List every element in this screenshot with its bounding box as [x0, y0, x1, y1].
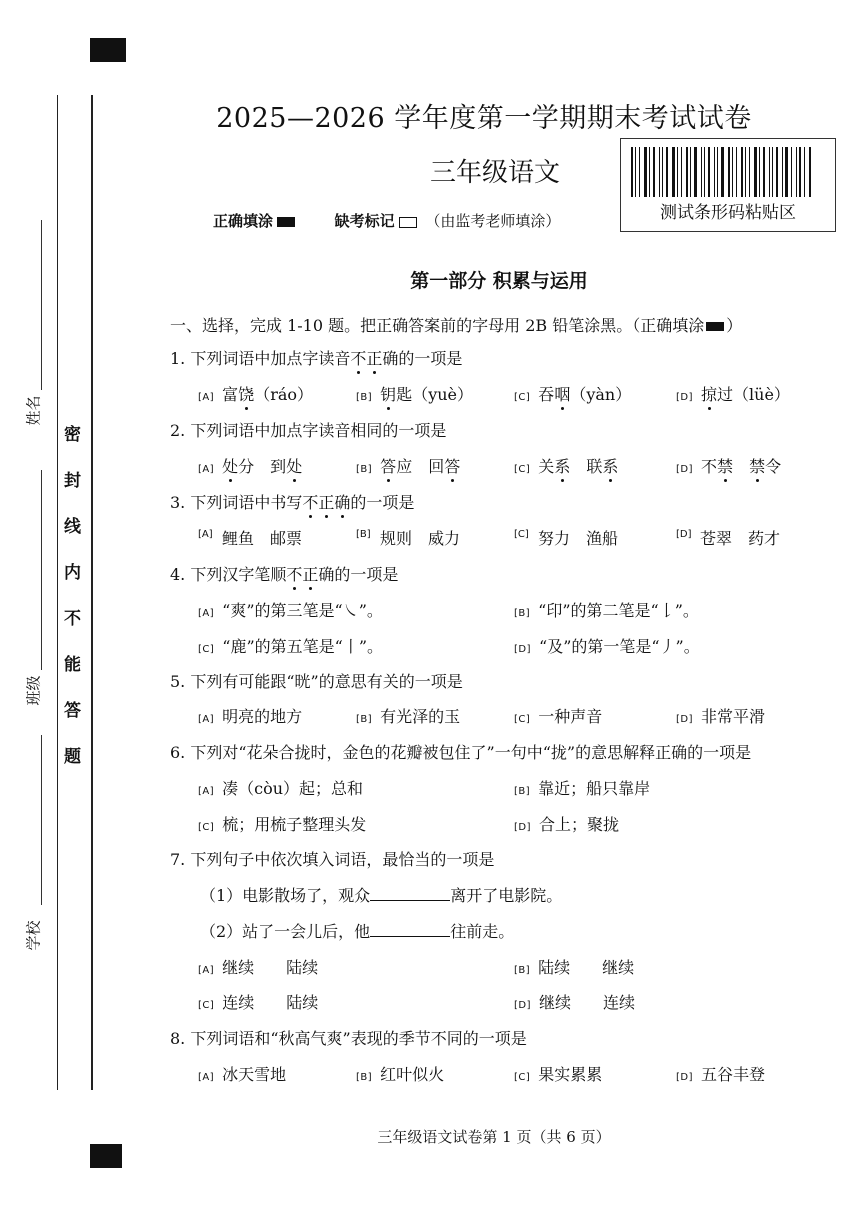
- question-7-sentence-2: （2）站了一会儿后，他 往前走。: [200, 922, 515, 941]
- option-a[interactable]: [A] 冰天雪地: [198, 1065, 287, 1084]
- barcode-stripe: [728, 147, 730, 197]
- fill-instructions: [213, 210, 560, 231]
- option-c[interactable]: [C] 梳；用梳子整理头发: [198, 815, 367, 834]
- barcode-stripe: [639, 147, 640, 197]
- barcode-stripe: [677, 147, 678, 197]
- option-a[interactable]: 鲤鱼 邮票: [222, 529, 303, 548]
- barcode-stripe: [708, 147, 710, 197]
- option-c[interactable]: 努力 渔船: [538, 529, 619, 548]
- name-underline: [41, 220, 42, 390]
- barcode-stripe: [799, 147, 801, 197]
- seal-char: 密: [64, 425, 81, 445]
- barcode-stripe: [776, 147, 778, 197]
- answer-blank[interactable]: [370, 922, 450, 937]
- section-instruction: 一、选择，完成 1-10 题。把正确答案前的字母用 2B 铅笔涂黑。（正确填涂 ）: [170, 316, 743, 335]
- option-d[interactable]: [D] 合上；聚拢: [514, 815, 620, 834]
- option-c[interactable]: [C] “鹿”的第五笔是“丨”。: [198, 637, 384, 656]
- option-c-letter: [C]: [514, 529, 529, 540]
- question-8-stem: 8. 下列词语和“秋高气爽”表现的季节不同的一项是: [170, 1029, 527, 1048]
- option-a-letter: [A]: [198, 529, 213, 540]
- barcode-stripe: [769, 147, 770, 197]
- exam-title: 2025—2026 学年度第一学期期末考试试卷: [216, 103, 752, 134]
- section-title: 第一部分 积累与运用: [410, 270, 588, 292]
- barcode-stripe: [809, 147, 811, 197]
- name-label: 姓名: [24, 395, 43, 426]
- barcode-stripe: [714, 147, 715, 197]
- barcode-stripe: [796, 147, 797, 197]
- seal-char: 答: [64, 701, 81, 721]
- barcode-stripe: [754, 147, 757, 197]
- option-d[interactable]: [D] “及”的第一笔是“丿”。: [514, 637, 700, 656]
- barcode-stripe: [721, 147, 724, 197]
- subject-title: 三年级语文: [430, 158, 561, 188]
- option-b[interactable]: [B] 答应 回答: [356, 457, 461, 476]
- barcode-stripe: [736, 147, 737, 197]
- barcode-stripe: [759, 147, 760, 197]
- option-a[interactable]: [A] “爽”的第三笔是“㇏”。: [198, 601, 383, 620]
- barcode-stripe: [717, 147, 718, 197]
- question-7-stem: 7. 下列句子中依次填入词语，最恰当的一项是: [170, 850, 495, 869]
- filled-box-icon: [706, 322, 724, 331]
- question-3-stem: 3. 下列词语中书写不正确的一项是: [170, 493, 415, 512]
- barcode-stripe: [681, 147, 682, 197]
- option-b[interactable]: [B] 钥匙（yuè）: [356, 385, 474, 404]
- absent-note: （由监考老师填涂）: [425, 212, 561, 230]
- barcode-stripe: [649, 147, 650, 197]
- answer-blank[interactable]: [370, 886, 450, 901]
- barcode-stripe: [690, 147, 691, 197]
- option-d[interactable]: [D] 非常平滑: [676, 707, 766, 726]
- filled-box-icon: [277, 217, 295, 227]
- seal-char: 封: [64, 471, 81, 491]
- option-b[interactable]: [B] 陆续 继续: [514, 958, 635, 977]
- barcode-icon: [631, 147, 823, 197]
- option-b[interactable]: [B] 有光泽的玉: [356, 707, 461, 726]
- barcode-stripe: [662, 147, 663, 197]
- registration-mark-top: [90, 38, 126, 62]
- option-c[interactable]: [C] 一种声音: [514, 707, 603, 726]
- page-footer: 三年级语文试卷第 1 页（共 6 页）: [377, 1128, 611, 1146]
- barcode-label: 测试条形码粘贴区: [660, 203, 796, 223]
- seal-char: 题: [64, 747, 81, 767]
- absent-box-checkbox[interactable]: [399, 217, 417, 228]
- barcode-stripe: [694, 147, 697, 197]
- barcode-stripe: [631, 147, 633, 197]
- option-b[interactable]: [B] “印”的第二笔是“𠄌”。: [514, 601, 699, 620]
- barcode-stripe: [635, 147, 636, 197]
- seal-char: 不: [64, 609, 81, 629]
- barcode-stripe: [653, 147, 655, 197]
- question-6-stem: 6. 下列对“花朵合拢时，金色的花瓣被包住了”一句中“拢”的意思解释正确的一项是: [170, 743, 752, 762]
- option-a[interactable]: [A] 明亮的地方: [198, 707, 303, 726]
- barcode-stripe: [741, 147, 743, 197]
- seal-char: 能: [64, 655, 81, 675]
- barcode-stripe: [672, 147, 675, 197]
- question-2-stem: 2. 下列词语中加点字读音相同的一项是: [170, 421, 447, 440]
- school-label: 学校: [24, 920, 43, 951]
- class-label: 班级: [24, 675, 43, 706]
- seal-char: 内: [64, 563, 81, 583]
- barcode-stripe: [704, 147, 705, 197]
- barcode-stripe: [644, 147, 647, 197]
- barcode-stripe: [749, 147, 750, 197]
- option-c[interactable]: [C] 果实累累: [514, 1065, 603, 1084]
- option-d[interactable]: 苍翠 药才: [700, 529, 781, 548]
- barcode-stripe: [686, 147, 688, 197]
- barcode-stripe: [763, 147, 765, 197]
- school-underline: [41, 735, 42, 905]
- option-b[interactable]: [B] 红叶似火: [356, 1065, 445, 1084]
- correct-fill-label: 正确填涂: [213, 212, 274, 230]
- option-d-letter: [D]: [676, 529, 692, 540]
- option-b[interactable]: [B] 靠近；船只靠岸: [514, 779, 651, 798]
- option-d[interactable]: [D] 掠过（lüè）: [676, 385, 790, 404]
- barcode-stripe: [785, 147, 788, 197]
- barcode-stripe: [701, 147, 702, 197]
- question-1-stem: 1. 下列词语中加点字读音不正确的一项是: [170, 349, 463, 368]
- barcode-stripe: [804, 147, 805, 197]
- option-c[interactable]: [C] 连续 陆续: [198, 993, 319, 1012]
- option-a[interactable]: [A] 继续 陆续: [198, 958, 319, 977]
- registration-mark-bottom: [90, 1144, 122, 1168]
- question-4-stem: 4. 下列汉字笔顺不正确的一项是: [170, 565, 399, 584]
- option-a[interactable]: [A] 处分 到处: [198, 457, 303, 476]
- absent-mark-label: 缺考标记: [334, 212, 395, 230]
- barcode-stripe: [745, 147, 746, 197]
- option-c[interactable]: [C] 吞咽（yàn）: [514, 385, 632, 404]
- question-7-sentence-1: （1）电影散场了，观众 离开了电影院。: [200, 886, 563, 905]
- class-underline: [41, 470, 42, 670]
- option-d[interactable]: [D] 继续 连续: [514, 993, 636, 1012]
- barcode-stripe: [791, 147, 792, 197]
- option-a[interactable]: [A] 富饶（ráo）: [198, 385, 314, 404]
- seal-char: 线: [64, 517, 81, 537]
- binding-line-inner: [91, 95, 93, 1090]
- option-d[interactable]: [D] 五谷丰登: [676, 1065, 766, 1084]
- question-5-stem: 5. 下列有可能跟“晄”的意思有关的一项是: [170, 672, 463, 691]
- barcode-area: [620, 138, 836, 232]
- option-d[interactable]: [D] 不禁 禁令: [676, 457, 782, 476]
- option-b-letter: [B]: [356, 529, 371, 540]
- barcode-stripe: [732, 147, 733, 197]
- barcode-stripe: [782, 147, 783, 197]
- barcode-stripe: [666, 147, 668, 197]
- barcode-stripe: [772, 147, 773, 197]
- barcode-stripe: [659, 147, 660, 197]
- option-c[interactable]: [C] 关系 联系: [514, 457, 619, 476]
- binding-line-outer: [57, 95, 58, 1090]
- option-b[interactable]: 规则 威力: [380, 529, 461, 548]
- option-a[interactable]: [A] 凑（còu）起；总和: [198, 779, 364, 798]
